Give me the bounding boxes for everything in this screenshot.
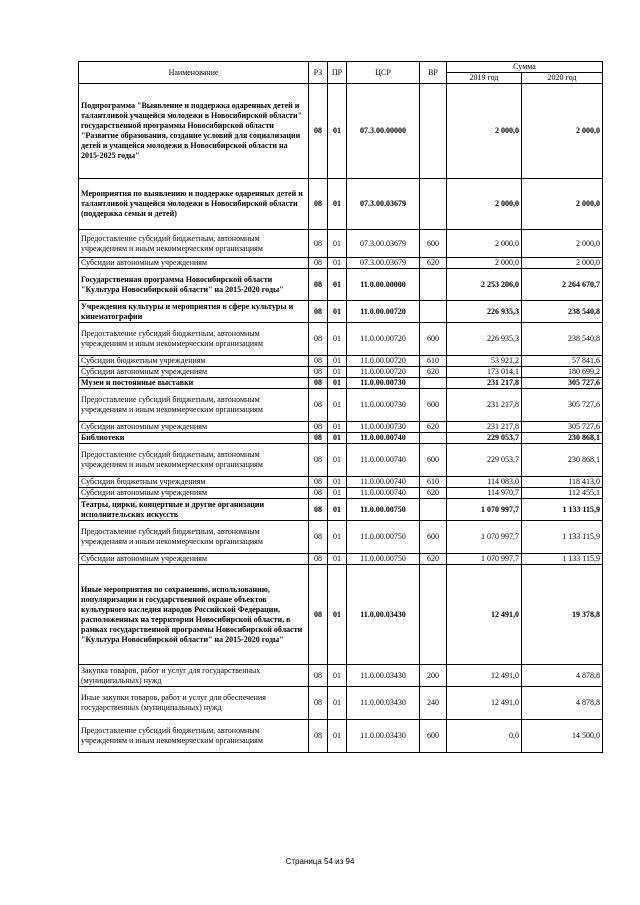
cell-vr: 620 (420, 367, 447, 378)
table-row (79, 565, 603, 665)
cell-csr: 11.0.00.03430 (347, 720, 420, 753)
cell-rz: 08 (309, 323, 328, 356)
cell-rz: 08 (309, 356, 328, 367)
cell-2019: 114 970,7 (447, 488, 522, 499)
table-row (79, 230, 603, 258)
cell-rz: 08 (309, 389, 328, 422)
cell-vr: 620 (420, 488, 447, 499)
cell-pr: 01 (328, 179, 347, 230)
cell-name: Предоставление субсидий бюджетным, автономным учреждениям и иным некоммерческим организациям (79, 389, 309, 422)
cell-name: Государственная программа Новосибирской области "Культура Новосибирской области" на 2015-2020 годы" (79, 269, 309, 301)
cell-name: Иные закупки товаров, работ и услуг для обеспечения государственных (муниципальных) нужд (79, 687, 309, 720)
cell-2020: 230 868,1 (522, 444, 603, 477)
cell-csr: 11.0.00.00720 (347, 323, 420, 356)
header-csr: ЦСР (347, 62, 420, 84)
cell-vr: 600 (420, 230, 447, 258)
cell-pr: 01 (328, 720, 347, 753)
cell-2020: 2 000,0 (522, 258, 603, 269)
cell-rz: 08 (309, 477, 328, 488)
cell-2019: 12 491,0 (447, 687, 522, 720)
cell-name: Библиотеки (79, 433, 309, 444)
table-row (79, 378, 603, 389)
table-row (79, 422, 603, 433)
cell-rz: 08 (309, 378, 328, 389)
cell-vr: 610 (420, 356, 447, 367)
cell-2019: 226 935,3 (447, 323, 522, 356)
page-number: Страница 54 из 94 (285, 857, 355, 866)
cell-name: Театры, цирки, концертные и другие организации исполнительских искусств (79, 499, 309, 521)
cell-csr: 11.0.00.00750 (347, 499, 420, 521)
cell-vr (420, 84, 447, 179)
cell-2019: 2 253 206,0 (447, 269, 522, 301)
table-row (79, 477, 603, 488)
cell-pr: 01 (328, 554, 347, 565)
cell-vr: 600 (420, 444, 447, 477)
cell-2020: 305 727,6 (522, 389, 603, 422)
cell-2020: 4 878,8 (522, 687, 603, 720)
cell-2019: 2 000,0 (447, 84, 522, 179)
cell-vr (420, 269, 447, 301)
cell-pr: 01 (328, 230, 347, 258)
cell-name: Мероприятия по выявлению и поддержке одаренных детей и талантливой учащейся молодежи в Новосибирской области (поддержка семьи и детей) (79, 179, 309, 230)
table-row (79, 356, 603, 367)
cell-2019: 231 217,8 (447, 389, 522, 422)
cell-2019: 229 053,7 (447, 433, 522, 444)
cell-2019: 229 053,7 (447, 444, 522, 477)
cell-2019: 226 935,3 (447, 301, 522, 323)
cell-csr: 11.0.00.00000 (347, 269, 420, 301)
cell-rz: 08 (309, 301, 328, 323)
cell-name: Субсидии автономным учреждениям (79, 258, 309, 269)
cell-2020: 2 000,0 (522, 179, 603, 230)
cell-2019: 0,0 (447, 720, 522, 753)
cell-vr: 600 (420, 521, 447, 554)
cell-rz: 08 (309, 687, 328, 720)
cell-csr: 11.0.00.00720 (347, 301, 420, 323)
table-row (79, 665, 603, 687)
cell-csr: 11.0.00.00730 (347, 389, 420, 422)
cell-name: Предоставление субсидий бюджетным, автономным учреждениям и иным некоммерческим организациям (79, 323, 309, 356)
cell-rz: 08 (309, 433, 328, 444)
cell-name: Предоставление субсидий бюджетным, автономным учреждениям и иным некоммерческим организациям (79, 720, 309, 753)
table-row (79, 179, 603, 230)
cell-pr: 01 (328, 444, 347, 477)
cell-rz: 08 (309, 554, 328, 565)
cell-pr: 01 (328, 521, 347, 554)
cell-name: Субсидии бюджетным учреждениям (79, 356, 309, 367)
cell-name: Субсидии бюджетным учреждениям (79, 477, 309, 488)
cell-name: Музеи и постоянные выставки (79, 378, 309, 389)
cell-vr: 620 (420, 258, 447, 269)
cell-2020: 180 699,2 (522, 367, 603, 378)
cell-rz: 08 (309, 488, 328, 499)
table-row (79, 521, 603, 554)
cell-pr: 01 (328, 258, 347, 269)
table-row (79, 258, 603, 269)
cell-pr: 01 (328, 687, 347, 720)
cell-2019: 1 070 997,7 (447, 554, 522, 565)
cell-rz: 08 (309, 84, 328, 179)
cell-csr: 11.0.00.00750 (347, 554, 420, 565)
cell-pr: 01 (328, 665, 347, 687)
cell-csr: 07.3.00.03679 (347, 179, 420, 230)
cell-2020: 2 000,0 (522, 84, 603, 179)
cell-name: Учреждения культуры и мероприятия в сфере культуры и кинематографии (79, 301, 309, 323)
cell-2020: 19 378,8 (522, 565, 603, 665)
cell-rz: 08 (309, 422, 328, 433)
cell-csr: 11.0.00.03430 (347, 665, 420, 687)
table-row (79, 720, 603, 753)
cell-2019: 53 921,2 (447, 356, 522, 367)
cell-pr: 01 (328, 389, 347, 422)
cell-rz: 08 (309, 521, 328, 554)
cell-2020: 230 868,1 (522, 433, 603, 444)
cell-2019: 173 014,1 (447, 367, 522, 378)
cell-csr: 11.0.00.00720 (347, 356, 420, 367)
table-row (79, 444, 603, 477)
cell-rz: 08 (309, 269, 328, 301)
cell-rz: 08 (309, 444, 328, 477)
cell-2019: 2 000,0 (447, 179, 522, 230)
cell-rz: 08 (309, 230, 328, 258)
table-row (79, 499, 603, 521)
header-vr: ВР (420, 62, 447, 84)
cell-pr: 01 (328, 269, 347, 301)
cell-pr: 01 (328, 367, 347, 378)
cell-csr: 11.0.00.00730 (347, 378, 420, 389)
cell-csr: 11.0.00.00720 (347, 367, 420, 378)
cell-2019: 1 070 997,7 (447, 521, 522, 554)
cell-csr: 11.0.00.00730 (347, 422, 420, 433)
cell-name: Предоставление субсидий бюджетным, автономным учреждениям и иным некоммерческим организациям (79, 444, 309, 477)
table-row (79, 687, 603, 720)
cell-2019: 114 083,0 (447, 477, 522, 488)
cell-name: Субсидии автономным учреждениям (79, 554, 309, 565)
cell-vr (420, 301, 447, 323)
cell-rz: 08 (309, 367, 328, 378)
cell-csr: 11.0.00.00750 (347, 521, 420, 554)
cell-2019: 2 000,0 (447, 258, 522, 269)
cell-rz: 08 (309, 720, 328, 753)
cell-name: Предоставление субсидий бюджетным, автономным учреждениям и иным некоммерческим организациям (79, 230, 309, 258)
cell-pr: 01 (328, 565, 347, 665)
cell-2019: 12 491,0 (447, 565, 522, 665)
cell-2020: 238 540,8 (522, 323, 603, 356)
cell-pr: 01 (328, 488, 347, 499)
cell-pr: 01 (328, 323, 347, 356)
cell-name: Субсидии автономным учреждениям (79, 367, 309, 378)
cell-pr: 01 (328, 477, 347, 488)
cell-name: Закупка товаров, работ и услуг для государственных (муниципальных) нужд (79, 665, 309, 687)
table-row (79, 269, 603, 301)
cell-vr: 600 (420, 389, 447, 422)
cell-2020: 4 878,8 (522, 665, 603, 687)
cell-vr: 240 (420, 687, 447, 720)
cell-vr: 200 (420, 665, 447, 687)
cell-2020: 2 000,0 (522, 230, 603, 258)
cell-vr (420, 378, 447, 389)
cell-2019: 2 000,0 (447, 230, 522, 258)
header-name: Наименование (79, 62, 309, 84)
table-row (79, 488, 603, 499)
cell-pr: 01 (328, 356, 347, 367)
cell-pr: 01 (328, 433, 347, 444)
cell-2020: 118 413,0 (522, 477, 603, 488)
cell-vr: 600 (420, 720, 447, 753)
cell-2020: 305 727,6 (522, 378, 603, 389)
header-sum: Сумма (447, 62, 603, 73)
cell-2020: 57 841,6 (522, 356, 603, 367)
table-row (79, 433, 603, 444)
cell-csr: 11.0.00.00740 (347, 433, 420, 444)
cell-name: Предоставление субсидий бюджетным, автономным учреждениям и иным некоммерческим организациям (79, 521, 309, 554)
cell-rz: 08 (309, 665, 328, 687)
table-row (79, 389, 603, 422)
table-row (79, 84, 603, 179)
cell-2020: 1 133 115,9 (522, 521, 603, 554)
cell-pr: 01 (328, 301, 347, 323)
cell-vr (420, 433, 447, 444)
header-year-2020: 2020 год (522, 73, 603, 84)
header-pr: ПР (328, 62, 347, 84)
cell-name: Подпрограмма "Выявление и поддержка одаренных детей и талантливой учащейся молодежи в Новосибирской области" государственной программы Новосибирской области "Развитие образования, создание условий для социализации детей и учащейся молодежи в Новосибирской области на 2015-2025 годы" (79, 84, 309, 179)
table-row (79, 323, 603, 356)
cell-2020: 1 133 115,9 (522, 499, 603, 521)
cell-name: Субсидии автономным учреждениям (79, 422, 309, 433)
cell-vr: 620 (420, 422, 447, 433)
cell-name: Субсидии автономным учреждениям (79, 488, 309, 499)
cell-csr: 11.0.00.03430 (347, 565, 420, 665)
cell-csr: 11.0.00.03430 (347, 687, 420, 720)
cell-vr: 600 (420, 323, 447, 356)
cell-vr (420, 565, 447, 665)
header-year-2019: 2019 год (447, 73, 522, 84)
table-row (79, 301, 603, 323)
cell-pr: 01 (328, 499, 347, 521)
cell-rz: 08 (309, 565, 328, 665)
cell-vr: 610 (420, 477, 447, 488)
cell-vr (420, 499, 447, 521)
cell-2020: 1 133 115,9 (522, 554, 603, 565)
cell-csr: 07.3.00.03679 (347, 258, 420, 269)
cell-pr: 01 (328, 84, 347, 179)
cell-2020: 238 540,8 (522, 301, 603, 323)
cell-pr: 01 (328, 422, 347, 433)
cell-name: Иные мероприятия по сохранению, использованию, популяризации и государственной охране объектов культурного наследия народов Российской Федерации, расположенных на территории Новосибирской области, в рамках государственной программы Новосибирской области "Культура Новосибирской области" на 2015-2020 годы" (79, 565, 309, 665)
cell-csr: 11.0.00.00740 (347, 488, 420, 499)
cell-2019: 231 217,8 (447, 378, 522, 389)
cell-rz: 08 (309, 179, 328, 230)
cell-2020: 112 455,1 (522, 488, 603, 499)
header-rz: РЗ (309, 62, 328, 84)
cell-csr: 11.0.00.00740 (347, 477, 420, 488)
cell-vr (420, 179, 447, 230)
cell-2019: 12 491,0 (447, 665, 522, 687)
cell-rz: 08 (309, 499, 328, 521)
cell-2020: 2 264 670,7 (522, 269, 603, 301)
cell-vr: 620 (420, 554, 447, 565)
cell-pr: 01 (328, 378, 347, 389)
cell-rz: 08 (309, 258, 328, 269)
cell-csr: 07.3.00.00000 (347, 84, 420, 179)
cell-csr: 07.3.00.03679 (347, 230, 420, 258)
table-row (79, 367, 603, 378)
table-row (79, 554, 603, 565)
budget-table (78, 61, 603, 753)
cell-2020: 305 727,6 (522, 422, 603, 433)
cell-2019: 1 070 997,7 (447, 499, 522, 521)
cell-2020: 14 500,0 (522, 720, 603, 753)
cell-2019: 231 217,8 (447, 422, 522, 433)
cell-csr: 11.0.00.00740 (347, 444, 420, 477)
